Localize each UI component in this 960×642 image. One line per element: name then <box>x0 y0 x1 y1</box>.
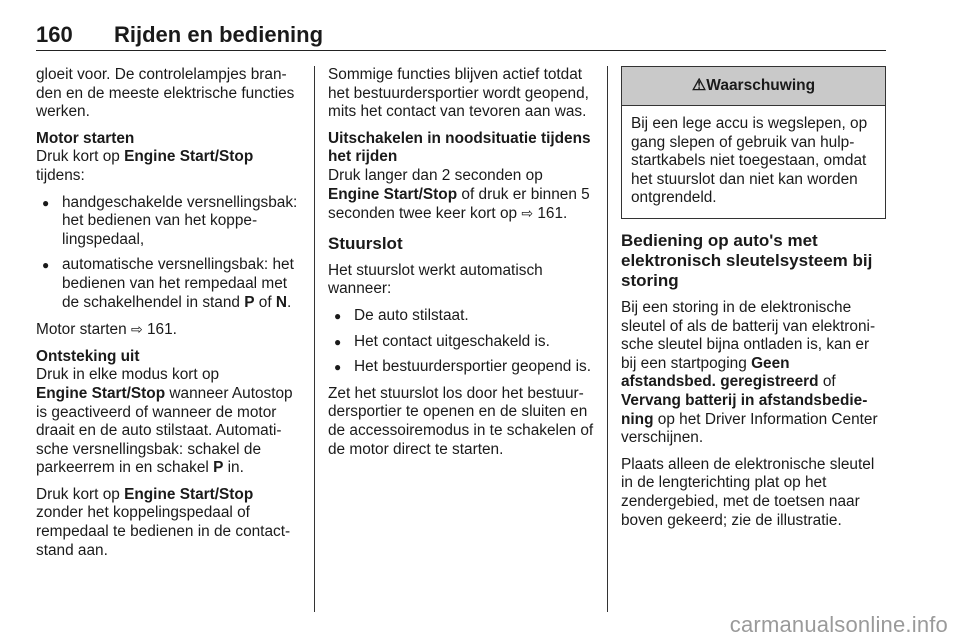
message-label: Vervang batterij in afstandsbediening <box>621 391 868 428</box>
storing-paragraph <box>621 299 886 448</box>
page-reference-arrow-icon: ⇨ <box>521 205 534 222</box>
intro-paragraph: Sommige functies blijven actief totdat het bestuurdersportier wordt geopend, mits het contact van tevoren aan was. <box>328 66 589 121</box>
list-item: ● Het bestuurdersportier geopend is. <box>328 358 594 377</box>
page-reference-arrow-icon: ⇨ <box>130 321 143 338</box>
text: wanneer Autostop is geactiveerd of wanneer de motor draait en de auto stilstaat. Automatische versnellingsbak: schakel de parkeerrem in en schakel <box>36 384 293 477</box>
engine-start-stop-label: Engine Start/Stop <box>36 384 166 402</box>
text: Druk langer dan 2 seconden op <box>328 166 543 184</box>
list-item <box>36 256 298 312</box>
text: . <box>287 293 292 311</box>
noodsituatie-paragraph <box>328 167 594 224</box>
page-reference[interactable]: 161. <box>142 321 177 339</box>
intro-paragraph: gloeit voor. De controlelampjes branden en de meeste elektrische functies werken. <box>36 66 295 121</box>
text: Bij een storing in de elektronische sleutel of als de batterij van elektronische sleutel bijna ontladen is, kan er bij een startpoging <box>621 298 876 372</box>
section-heading-noodsituatie: Uitschakelen in noodsituatie tijdens het rijden <box>328 129 591 166</box>
text: of <box>254 293 276 311</box>
text: of druk er binnen 5 seconden twee keer kort op <box>328 185 590 223</box>
warning-body: Bij een lege accu is wegslepen, op gang slepen of gebruik van hulpstartkabels niet toegestaan, omdat het stuurslot dan niet kan worden ontgrendeld. <box>631 115 868 207</box>
message-label: Geen afstandsbed. geregistreerd <box>621 354 819 391</box>
page-number: 160 <box>36 22 73 47</box>
text: Motor starten <box>36 321 131 339</box>
text: Druk kort op <box>36 148 125 166</box>
page-reference[interactable]: 161. <box>533 205 568 223</box>
section-heading-ontsteking-uit: Ontsteking uit <box>36 347 140 365</box>
gear-p-label: P <box>213 459 224 477</box>
ontsteking-paragraph-2 <box>36 486 298 560</box>
text: Druk kort op <box>36 485 125 503</box>
page-title: Rijden en bediening <box>114 22 324 47</box>
text: zonder het koppelingspedaal of rempedaal te bedienen in de contactstand aan. <box>36 504 291 559</box>
motor-starten-reference <box>36 320 298 340</box>
text: Druk in elke modus kort op <box>36 366 220 384</box>
text: in. <box>223 459 244 477</box>
column-divider-1 <box>314 66 315 612</box>
motor-starten-list <box>36 194 298 313</box>
column-2 <box>328 66 594 467</box>
warning-triangle-icon: ⚠ <box>691 77 707 94</box>
stuurslot-intro: Het stuurslot werkt automatisch wanneer: <box>328 261 543 298</box>
motor-starten-paragraph <box>36 148 298 185</box>
warning-box <box>621 66 886 219</box>
section-heading-storing: Bediening op auto's met elektronisch sleutelsysteem bij storing <box>621 230 873 290</box>
text: of <box>818 373 836 391</box>
text: op het Driver Information Center verschijnen. <box>621 410 878 447</box>
list-item: ● handgeschakelde versnellingsbak: het bedienen van het koppelingspedaal, <box>36 194 298 250</box>
column-divider-2 <box>607 66 608 612</box>
warning-title: Waarschuwing <box>706 77 816 94</box>
page-header <box>36 22 886 51</box>
text: automatische versnellingsbak: het bedienen van het rempedaal met de schakelhendel in stand <box>62 256 294 311</box>
watermark: carmanualsonline.info <box>729 612 948 637</box>
engine-start-stop-label: Engine Start/Stop <box>328 185 458 203</box>
ontsteking-paragraph <box>36 366 298 478</box>
warning-header <box>622 67 885 106</box>
section-heading-stuurslot: Stuurslot <box>328 233 403 253</box>
engine-start-stop-label: Engine Start/Stop <box>124 485 254 503</box>
gear-n-label: N <box>275 293 288 311</box>
list-item: ● Het contact uitgeschakeld is. <box>328 333 594 352</box>
storing-paragraph-2: Plaats alleen de elektronische sleutel in de lengterichting plat op het zendergebied, met de toetsen naar boven gekeerd; zie de illustratie. <box>621 455 875 529</box>
stuurslot-outro: Zet het stuurslot los door het bestuurdersportier te openen en de sluiten en de accessoiremodus in te schakelen of de motor direct te starten. <box>328 384 594 458</box>
text: tijdens: <box>36 166 85 184</box>
engine-start-stop-label: Engine Start/Stop <box>124 148 254 166</box>
section-heading-motor-starten: Motor starten <box>36 129 135 147</box>
list-item: ● De auto stilstaat. <box>328 307 594 326</box>
column-3 <box>621 66 886 538</box>
gear-p-label: P <box>244 293 255 311</box>
column-1 <box>36 66 298 568</box>
stuurslot-list <box>328 307 594 377</box>
